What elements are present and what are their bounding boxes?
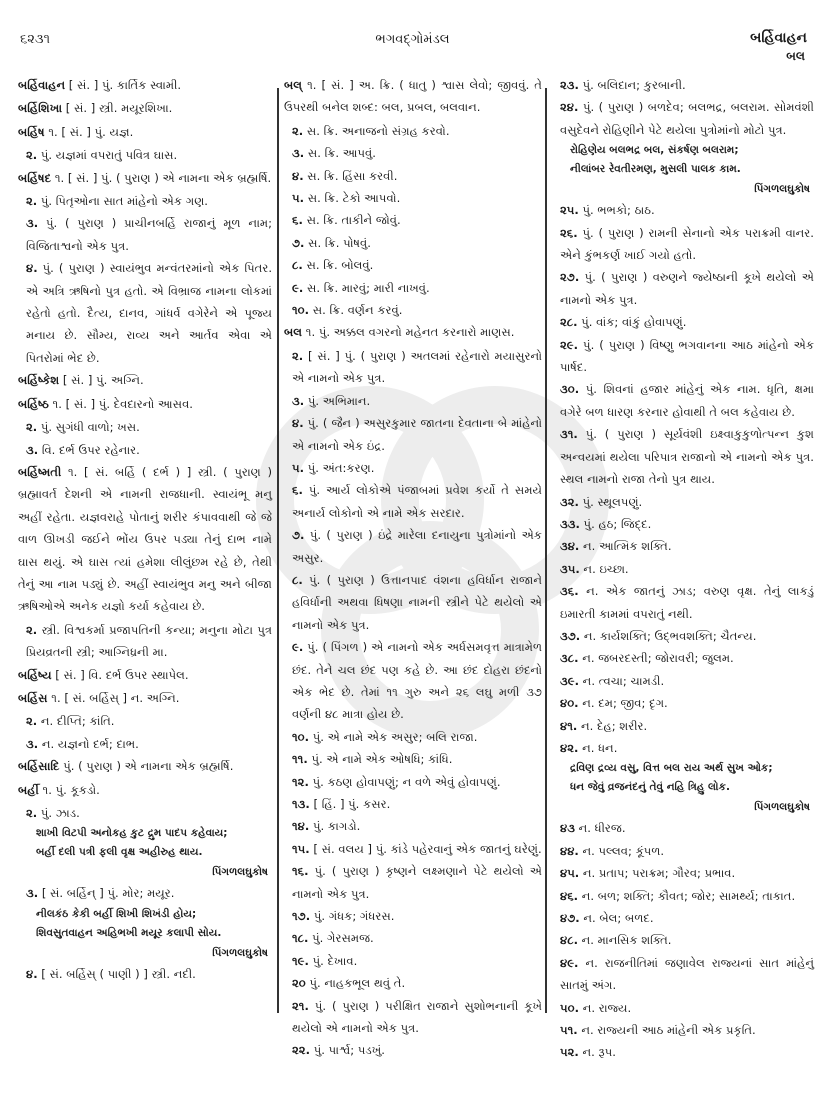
definition-text: ન. માનસિક શક્તિ. — [577, 933, 672, 948]
entry-sense — [552, 885, 814, 907]
definition-text: ન. પલ્લવ; કૂંપળ. — [578, 843, 665, 858]
entry-sense — [284, 299, 542, 321]
definition-text: સ્ત્રી. વિશ્વકર્મા પ્રજાપતિની કન્યા; મનુના મોટા પુત્ર પ્રિયવ્રતની સ્ત્રી; આગ્નિધ્રની મા. — [26, 622, 272, 660]
definition-text: ન. રૂપ. — [578, 1045, 616, 1060]
definition-text: ન. રાજ્ય. — [579, 1000, 632, 1015]
definition-text: પું. ( પુરાણ ) રામની સેનાનો એક પરાક્રમી વાનર. એને કુંભકર્ણ ખાઈ ગયો હતો. — [560, 225, 814, 263]
verse-line: નીલકંઠ કેકી બર્હી શિખી શિખંડી હોય; — [36, 907, 197, 920]
sense-number: ૭. — [292, 528, 305, 543]
sense-number: ૧૫. — [292, 841, 310, 856]
dictionary-entry — [18, 167, 272, 189]
definition-text: પું. દેખાવ. — [308, 953, 358, 968]
entry-sense — [284, 636, 542, 726]
headword: બર્હિસ — [18, 690, 48, 705]
definition-text: પું. ( પુરાણ ) બળદેવ; બલભદ્ર, બલરામ. સોમવંશી વસુદેવને રોહિણીને પેટે થયેલા પુત્રોમાંનો મોટો પુત્ર. — [560, 100, 814, 137]
dictionary-entry — [18, 121, 272, 143]
headword: બર્હિષ્ય — [18, 667, 52, 682]
entry-sense — [18, 802, 272, 824]
sense-number: ૪૨. — [560, 740, 579, 755]
definition-text: સ. ક્રિ. પોષવું. — [304, 235, 371, 250]
sense-number: ૫૧. — [560, 1023, 578, 1038]
entry-sense — [552, 580, 814, 625]
definition-text: ન. બેલ; બળદ. — [579, 911, 654, 925]
entry-sense — [284, 838, 542, 860]
dictionary-entry — [18, 664, 272, 686]
sense-number: ૮. — [292, 572, 303, 587]
definition-text: પું. પાર્શ્વ; પડખું. — [310, 1043, 385, 1058]
definition-text: પું. કઠણ હોવાપણું; ન વળે એવું હોવાપણું. — [308, 774, 501, 789]
definition-text: પું. ઝાડ. — [37, 806, 80, 820]
definition-text: [ સં. ] પું. કાર્તિક સ્વામી. — [65, 78, 182, 92]
sense-number: ૯. — [292, 640, 304, 655]
sense-number: ૩૬. — [560, 584, 579, 599]
entry-sense — [18, 190, 272, 212]
definition-text: ન. જબરદસ્તી; જોરાવરી; જુલમ. — [578, 651, 734, 666]
sense-number: ૪૪. — [560, 843, 579, 858]
sense-number: ૨. — [26, 194, 38, 209]
definition-text: ન. ધન. — [578, 740, 618, 755]
entry-sense — [284, 142, 542, 164]
sense-number: ૪૩ — [560, 821, 575, 836]
entry-sense — [284, 815, 542, 837]
sense-number: ૬. — [292, 213, 303, 228]
definition-text: સ. ક્રિ. આપવું. — [304, 146, 376, 161]
definition-text: પું. ( પુરાણ ) સૂર્યવંશી ઇક્ષ્વાકુકુળોત્પન્ન કુશ અન્વયમાં થયેલા પરિપાત્ર રાજાનો એ નામનો એક પુત્ર. સ્થલ નામનો રાજા તેનો પુત્ર થાય. — [560, 427, 814, 487]
headword: બર્હિસાદિ — [18, 759, 60, 774]
entry-sense — [284, 950, 542, 972]
verse-source: પિંગળલઘુકોષ — [754, 801, 810, 814]
sense-number: ૩. — [292, 393, 305, 408]
definition-text: સ. ક્રિ. મારવું; મારી નાખવું. — [303, 280, 430, 295]
verse-line: બર્હી દલી પત્રી ફલી વૃક્ષ અહીરુહ થાય. — [36, 846, 203, 859]
sense-number: ૩. — [26, 442, 39, 457]
sense-number: ૭. — [292, 235, 305, 250]
entry-sense — [552, 1041, 814, 1063]
sense-number: ૮. — [292, 258, 303, 273]
sense-number: ૪. — [292, 168, 304, 183]
sense-number: ૧૬. — [292, 864, 309, 879]
headword: બર્હિવાહન — [18, 78, 66, 92]
page-number: ૬૨૩૧ — [20, 32, 50, 47]
sense-number: ૨. — [26, 622, 38, 637]
definition-text: ૧. પું. કૂકડો. — [38, 782, 100, 797]
definition-text: ન. યજ્ઞનો દર્ભ; દાભ. — [38, 736, 139, 751]
entry-sense — [552, 715, 814, 737]
entry-sense — [552, 907, 814, 929]
sense-number: ૧૪. — [292, 819, 310, 834]
definition-text: પું. અંત:કરણ. — [304, 460, 375, 475]
entry-sense — [552, 997, 814, 1019]
entry-sense — [284, 726, 542, 748]
sense-number: ૩૧. — [560, 427, 578, 442]
sense-number: ૧૭. — [292, 909, 311, 924]
definition-text: પું. ( પુરાણ ) પરીક્ષિત રાજાને સુશોભનાની કૂખે થયેલો એ નામનો એક પુત્ર. — [292, 998, 542, 1036]
definition-text: ન. આત્મિક શક્તિ. — [579, 539, 672, 554]
dictionary-entry — [18, 97, 272, 119]
entry-sense — [552, 558, 814, 580]
entry-sense — [552, 929, 814, 951]
sense-number: ૩૦. — [560, 382, 580, 397]
entry-sense — [18, 144, 272, 166]
entry-sense — [552, 222, 814, 267]
entry-sense — [284, 995, 542, 1040]
definition-text: [ સં. વલય ] પું. કાંડે પહેરવાનું એક જાતનું ઘરેણું. — [309, 841, 542, 856]
sense-number: ૨૯. — [560, 337, 579, 352]
sense-number: ૩૩. — [560, 516, 580, 531]
entry-sense — [552, 266, 814, 311]
definition-text: પું. બલિદાન; કુરબાની. — [578, 78, 686, 92]
definition-text: પું. ( પુરાણ ) ઇંદ્રે મારેલા દનાયુના પુત્રોમાંનો એક અસુર. — [292, 528, 542, 565]
entry-sense — [18, 710, 272, 732]
sense-number: ૨. — [292, 348, 304, 363]
entry-sense — [284, 165, 542, 187]
sense-number: ૪૬. — [560, 888, 579, 903]
definition-text: [ સં. બર્હિન્ ] પું. મોર; મયૂર. — [38, 886, 175, 901]
sense-number: ૪૮. — [560, 933, 578, 948]
sense-number: ૧૯. — [292, 953, 309, 968]
definition-text: પું. પિતૃઓના સાત માંહેનો એક ગણ. — [37, 194, 208, 209]
definition-text: ન. દીપ્તિ; કાંતિ. — [37, 714, 115, 729]
sense-number: ૨૬. — [560, 225, 578, 240]
sense-number: ૪. — [26, 261, 38, 276]
sense-number: ૯. — [292, 280, 304, 295]
dictionary-entry — [18, 393, 272, 415]
entry-sense — [284, 860, 542, 905]
sense-number: ૫. — [292, 191, 305, 206]
entry-sense — [18, 963, 272, 985]
entry-sense — [284, 412, 542, 457]
headword: બલ — [284, 325, 303, 340]
entry-sense — [284, 457, 542, 479]
definition-text: ન. બળ; શક્તિ; કૌવત; જોર; સામર્થ્ય; તાકાત. — [578, 888, 796, 903]
running-title: ભગવદ્ગોમંડલ — [375, 32, 450, 47]
sense-number: ૩. — [26, 736, 39, 751]
definition-text: ૧. [ સં. બર્હિસ્ ] ન. અગ્નિ. — [47, 690, 180, 705]
definition-text: સ. ક્રિ. વર્ણન કરવું. — [309, 303, 403, 318]
headword: બર્હિષદ — [18, 170, 52, 185]
definition-text: પું. ( પુરાણ ) ઉત્તાનપાદ વંશના હવિર્ધાન રાજાને હવિર્ધાની અથવા ધિષણા નામની સ્ત્રીને પેટે થયેલો એ નામનો એક પુત્ર. — [292, 572, 542, 632]
verse-line: દ્રવિણ દ્રવ્ય વસુ, વિત્ત બલ રાય અર્થ સુખ ઓક; — [570, 762, 773, 775]
definition-text: ન. રાજનીતિમાં જણાવેલ રાજ્યનાં સાત માંહેનું સાતમું અંગ. — [560, 955, 814, 993]
definition-text: પું. હઠ; જિદ્દ. — [579, 516, 652, 531]
sense-number: ૨. — [292, 123, 304, 138]
sense-number: ૩૮. — [560, 651, 579, 666]
headword: બર્હી — [18, 782, 39, 797]
definition-text: ન. કાર્યશક્તિ; ઉદ્ભવશક્તિ; ચૈતન્ય. — [580, 628, 757, 643]
definition-text: ૧. [ સં. ] અ. ક્રિ. ( ધાતુ ) શ્વાસ લેવો; જીવવું. તે ઉપરથી બનેલ શબ્દ: બલ, પ્રબલ, બલવાન. — [284, 78, 542, 115]
definition-text: પું. આર્ય લોકોએ પંજાબમાં પ્રવેશ કર્યો તે સમયે અનાર્ય લોકોનો એ નામે એક સરદાર. — [292, 483, 542, 520]
entry-sense — [552, 692, 814, 714]
guide-word-last: બલ — [786, 49, 805, 63]
dictionary-entry — [18, 461, 272, 618]
headword: બર્હિષ્ઠ — [18, 396, 49, 411]
sense-number: ૨૧. — [292, 998, 309, 1013]
sense-number: ૪૭. — [560, 911, 580, 925]
sense-number: ૫. — [292, 460, 305, 475]
definition-text: પું. ( પુરાણ ) પ્રાચીનબર્હિ રાજાનું મૂળ નામ; વિજિતાશ્વનો એક પુત્ર. — [26, 216, 272, 253]
column-right — [552, 74, 814, 1064]
definition-text: સ. ક્રિ. તાકીને જોવું. — [302, 213, 401, 228]
entry-sense — [284, 390, 542, 412]
definition-text: [ સં. ] પું. ( પુરાણ ) અતલમાં રહેનારો મયાસુરનો એ નામનો એક પુત્ર. — [292, 348, 542, 386]
entry-sense — [284, 927, 542, 949]
verse-line: શિવસુતવાહન અહિભખી મયૂર કલાપી સોય. — [36, 926, 222, 939]
sense-number: ૩. — [292, 146, 305, 161]
sense-number: ૩૪. — [560, 539, 580, 554]
sense-number: ૩. — [26, 886, 39, 901]
sense-number: ૩૫. — [560, 561, 580, 576]
entry-sense — [552, 423, 814, 490]
definition-text: પું. નાહકભૂલ થવું તે. — [305, 976, 406, 991]
definition-text: પું. યજ્ઞમાં વપરાતું પવિત્ર ઘાસ. — [37, 148, 178, 163]
definition-text: સ. ક્રિ. અનાજનો સંગ્રહ કરવો. — [303, 123, 450, 138]
sense-number: ૬. — [292, 483, 303, 498]
entry-sense — [552, 74, 814, 96]
verse-source: પિંગળલઘુકોષ — [212, 866, 268, 879]
headword: બર્હિષ્કેશ — [18, 373, 60, 388]
definition-text: ન. દમ; જીવ; દૃગ. — [578, 696, 668, 711]
definition-text: પું. ગેરસમજ. — [308, 931, 374, 946]
definition-text: [ સં. ] પું. અગ્નિ. — [59, 373, 144, 388]
sense-number: ૨૪. — [560, 100, 579, 115]
sense-number: ૩૯. — [560, 673, 579, 688]
entry-sense — [284, 524, 542, 569]
definition-text: પું. શિવનાં હજાર માંહેનું એક નામ. ધૃતિ, ક્ષમા વગેરે બળ ધારણ કરનાર હોવાથી તે બલ કહેવાય છે. — [560, 382, 814, 419]
sense-number: ૨. — [26, 806, 38, 820]
entry-sense — [284, 277, 542, 299]
headword: બલ્ — [284, 78, 303, 92]
entry-sense — [18, 882, 272, 904]
entry-sense — [284, 1039, 542, 1061]
sense-number: ૩૨. — [560, 494, 579, 509]
entry-sense — [284, 905, 542, 927]
dictionary-entry — [18, 687, 272, 709]
headword: બર્હિશિખા — [18, 101, 63, 116]
definition-text: ન. રાજ્યની આઠ માંહેની એક પ્રકૃતિ. — [577, 1023, 756, 1038]
definition-text: ન. પ્રતાપ; પરાક્રમ; ગૌરવ; પ્રભાવ. — [579, 866, 736, 881]
guide-word-first: બર્હિવાહન — [750, 30, 807, 46]
definition-text: ન. દેહ; શરીર. — [577, 718, 648, 733]
sense-number: ૨. — [26, 420, 38, 435]
entry-sense — [552, 840, 814, 862]
sense-number: ૨૦ — [292, 976, 306, 991]
definition-text: પું. વાંક; વાંકું હોવાપણું. — [577, 315, 687, 330]
dictionary-entry — [18, 755, 272, 777]
definition-text: પું. ગંધક; ગંધરસ. — [310, 909, 395, 924]
definition-text: પું. ( પિંગળ ) એ નામનો એક અર્ધસમવૃત્ત માત્રામેળ છંદ. તેને ચલ છંદ પણ કહે છે. આ છંદ દોહરા છંદનો એક ભેદ છે. તેમાં ૧૧ ગુરુ અને ૨૬ લઘુ મળી ૩૭ વર્ણની ૪૮ માત્રા હોય છે. — [292, 640, 542, 722]
entry-sense — [552, 199, 814, 221]
definition-text: વિ. દર્ભ ઉપર રહેનાર. — [38, 442, 140, 457]
entry-sense — [284, 209, 542, 231]
sense-number: ૫૦. — [560, 1000, 580, 1015]
entry-sense — [552, 625, 814, 647]
verse-line: ધન જેવું વ્રજનંદનું તેવું નહિ ત્રિહુ લોક. — [570, 781, 730, 794]
entry-sense — [552, 952, 814, 997]
sense-number: ૧૦. — [292, 303, 310, 318]
sense-number: ૨૮. — [560, 315, 578, 330]
definition-text: ન. ઇચ્છા. — [579, 561, 629, 576]
verse-source: પિંગળલઘુકોષ — [754, 183, 810, 196]
entry-sense — [284, 771, 542, 793]
entry-sense — [284, 479, 542, 524]
definition-text: ન. એક જાતનું ઝાડ; વરુણ વૃક્ષ. તેનું લાકડું ઇમારતી કામમાં વપરાતું નથી. — [560, 584, 814, 621]
entry-sense — [284, 120, 542, 142]
sense-number: ૧૩. — [292, 797, 310, 811]
sense-number: ૫૨. — [560, 1045, 579, 1060]
definition-text: પું. સ્થૂલપણું. — [578, 494, 643, 509]
sense-number: ૩. — [26, 216, 39, 231]
dictionary-entry — [284, 321, 542, 343]
definition-text: પું. ( પુરાણ ) વરુણને જ્યેષ્ઠાની કૂખે થયેલો એ નામનો એક પુત્ર. — [560, 270, 814, 307]
sense-number: ૧૧. — [292, 752, 308, 767]
definition-text: પું. કાગડો. — [309, 819, 361, 834]
dictionary-entry — [18, 369, 272, 391]
definition-text: પું. ( પુરાણ ) કૃષ્ણને લક્ષ્મણાને પેટે થયેલો એ નામનો એક પુત્ર. — [292, 864, 542, 901]
definition-text: [ સં. બર્હિસ્ ( પાણી ) ] સ્ત્રી. નદી. — [37, 966, 196, 981]
page-header — [0, 30, 825, 70]
sense-number: ૨૫. — [560, 203, 579, 218]
verse-line: રોહિણેય બલભદ્ર બલ, સંકર્ષણ બલરામ; — [570, 144, 739, 157]
entry-sense — [552, 1019, 814, 1041]
entry-sense — [284, 569, 542, 636]
sense-number: ૪. — [292, 416, 304, 431]
definition-text: ૧. પું. અક્કલ વગરનો મહેનત કરનારો માણસ. — [302, 325, 515, 340]
definition-text: સ. ક્રિ. બોલવું. — [302, 258, 374, 273]
definition-text: ન. ત્વચા; ચામડી. — [579, 673, 665, 688]
entry-sense — [284, 187, 542, 209]
definition-text: પું. અભિમાન. — [304, 393, 371, 408]
entry-sense — [284, 793, 542, 815]
entry-sense — [552, 513, 814, 535]
sense-number: ૧૦. — [292, 729, 310, 744]
sense-number: ૨. — [26, 148, 38, 163]
entry-sense — [552, 535, 814, 557]
verse-line: શાખી વિટપી અનોકહ કુટ દ્રુમ પાદપ કહેવાય; — [36, 827, 228, 840]
sense-number: ૧૨. — [292, 774, 309, 789]
definition-text: ન. ધીરજ. — [574, 821, 626, 836]
entry-sense — [552, 378, 814, 423]
definition-text: [ હિં. ] પું. કસર. — [309, 797, 391, 811]
definition-text: પું. એ નામે એક ઓષધિ; કાંધિ. — [307, 752, 453, 767]
definition-text: પું. એ નામે એક અસુર; બલિ રાજા. — [309, 729, 478, 744]
entry-sense — [552, 647, 814, 669]
definition-text: [ સં. ] સ્ત્રી. મયૂરશિખા. — [62, 101, 173, 116]
dictionary-entry — [284, 74, 542, 119]
definition-text: પું. ( પુરાણ ) સ્વાયંભુવ મન્વંતરમાંનો એક પિતર. એ અત્રિ ઋષિનો પુત્ર હતો. એ વિભ્રાજ નામના લોકમાં રહેતો હતો. દૈત્ય, દાનવ, ગાંધર્વ વગેરેને એ પૂજ્ય મનાય છે. સૌમ્ય, રાવ્ય અને આર્તવ એવા એ પિતરોમાં ભેદ છે. — [26, 261, 272, 365]
entry-sense — [552, 862, 814, 884]
entry-sense — [552, 817, 814, 839]
sense-number: ૪૧. — [560, 718, 578, 733]
entry-sense — [552, 334, 814, 379]
headword: બર્હિષ — [18, 124, 45, 139]
sense-number: ૨૩. — [560, 78, 579, 92]
sense-number: ૨૭. — [560, 270, 580, 285]
definition-text: પું. સુગંધી વાળો; ખસ. — [37, 420, 140, 435]
sense-number: ૪૯. — [560, 955, 579, 970]
entry-sense — [284, 254, 542, 276]
definition-text: [ સં. ] વિ. દર્ભ ઉપર સ્થાપેલ. — [51, 667, 189, 682]
sense-number: ૪૦. — [560, 696, 579, 711]
entry-sense — [284, 748, 542, 770]
verse-source: પિંગળલઘુકોષ — [212, 946, 268, 959]
entry-sense — [284, 345, 542, 390]
dictionary-columns — [0, 74, 825, 1104]
entry-sense — [18, 619, 272, 664]
sense-number: ૧૮. — [292, 931, 309, 946]
verse-line: નીલાંબર રેવતીરમણ, મુસલી પાલક કામ. — [570, 163, 741, 176]
definition-text: પું. ભભકો; ઠાઠ. — [578, 203, 655, 218]
dictionary-entry — [18, 74, 272, 96]
entry-sense — [552, 491, 814, 513]
sense-number: ૩૭. — [560, 628, 581, 643]
entry-sense — [552, 737, 814, 759]
sense-number: ૪. — [26, 966, 38, 981]
headword: બર્હિષ્મતી — [18, 464, 62, 479]
definition-text: પું. ( પુરાણ ) એ નામના એક બ્રહ્મર્ષિ. — [59, 759, 234, 774]
column-middle — [284, 74, 542, 1062]
entry-sense — [552, 311, 814, 333]
entry-sense — [284, 972, 542, 994]
sense-number: ૪૫. — [560, 866, 580, 881]
dictionary-entry — [18, 779, 272, 801]
definition-text: પું. ( જૈન ) અસુરકુમાર જાતના દેવતાના બે માંહેનો એ નામનો એક ઇંદ્ર. — [292, 416, 542, 453]
column-left — [18, 74, 272, 985]
entry-sense — [284, 232, 542, 254]
entry-sense — [18, 416, 272, 438]
sense-number: ૨૨. — [292, 1043, 311, 1058]
entry-sense — [18, 257, 272, 369]
entry-sense — [18, 439, 272, 461]
entry-sense — [18, 212, 272, 257]
entry-sense — [552, 96, 814, 141]
definition-text: સ. ક્રિ. હિંસા કરવી. — [303, 168, 398, 183]
definition-text: ૧. [ સં. ] પું. દેવદારનો આસવ. — [48, 396, 193, 411]
entry-sense — [18, 733, 272, 755]
definition-text: પું. ( પુરાણ ) વિષ્ણુ ભગવાનના આઠ માંહેનો એક પાર્ષદ. — [560, 337, 814, 375]
definition-text: સ. ક્રિ. ટેકો આપવો. — [304, 191, 401, 206]
definition-text: ૧. [ સં. ] પું. યજ્ઞ. — [44, 124, 134, 139]
definition-text: ૧. [ સં. બર્હિ ( દર્ભ ) ] સ્ત્રી. ( પુરાણ ) બ્રહ્માવર્ત દેશની એ નામની રાજધાની. સ્વાયંભૂ મનુ અહીં રહેતા. યજ્ઞવરાહે પોતાનું શરીર કંપાવવાથી જે જે વાળ ઊખડી જઈને ભોંય ઉપર પડ્યા તેનું દાભ નામે ઘાસ થયું. એ ઘાસ ત્યાં હમેશા લીલુંછમ રહે છે, તેથી તેનું આ નામ પડ્યું છે. અહીં સ્વાયંભુવ મનુ અને બીજા ઋષિઓએ અનેક યજ્ઞો કર્યા કહેવાય છે. — [18, 464, 272, 614]
sense-number: ૨. — [26, 714, 38, 729]
definition-text: ૧. [ સં. ] પું. ( પુરાણ ) એ નામના એક બ્રહ્મર્ષિ. — [51, 170, 272, 185]
entry-sense — [552, 670, 814, 692]
